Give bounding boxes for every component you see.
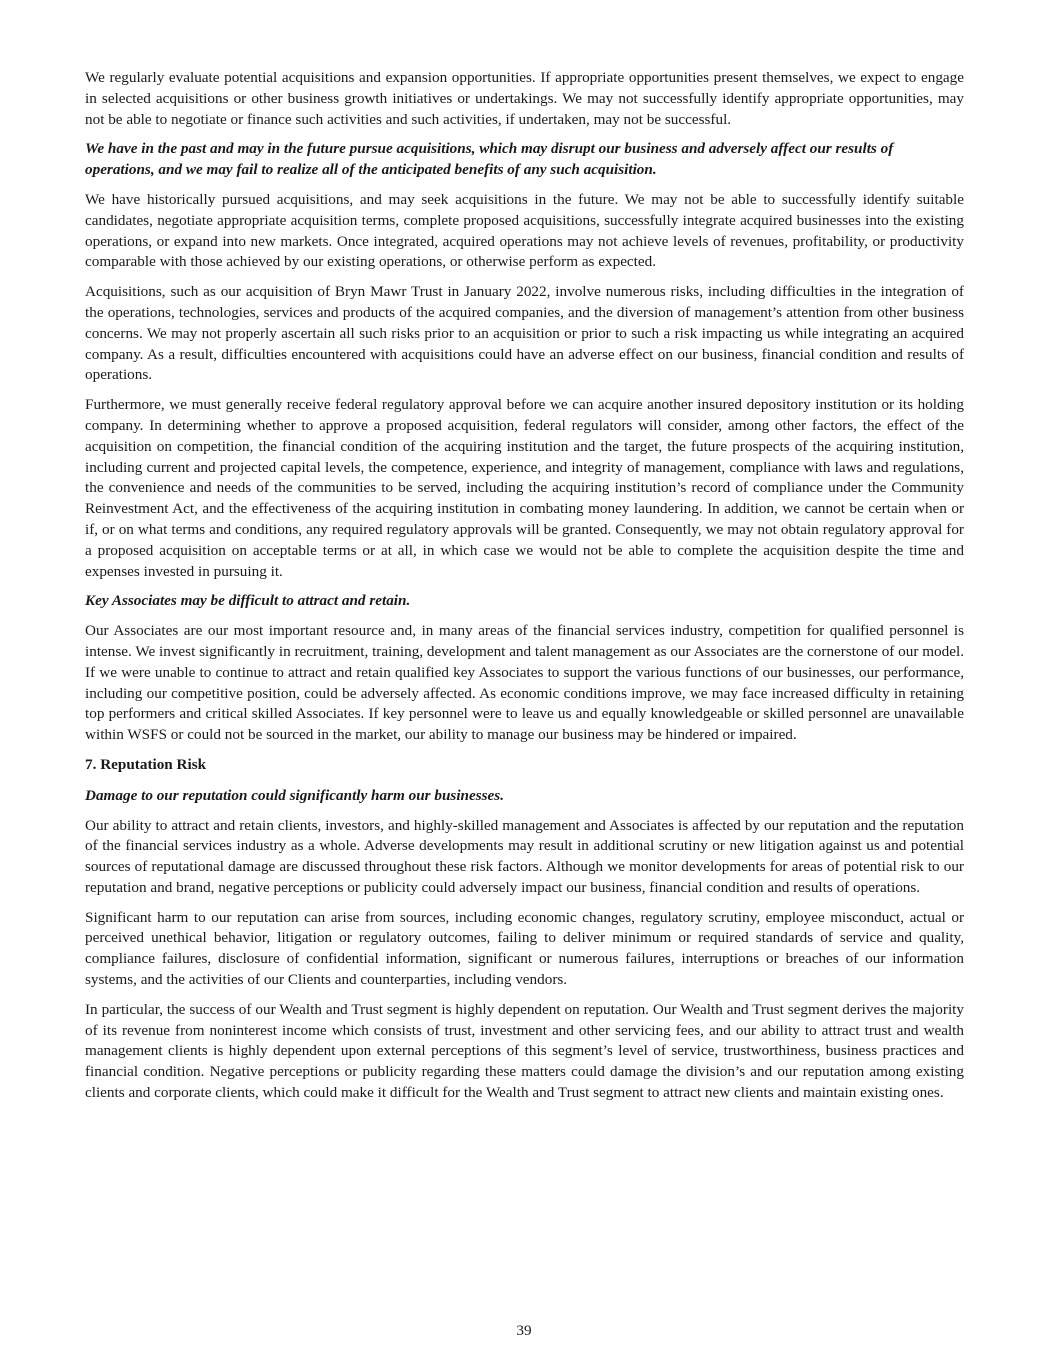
body-paragraph-bryn-mawr-acquisition: Acquisitions, such as our acquisition of Bryn Mawr Trust in January 2022, involve numerous risks, including difficulties in the integration of the operations, technologies, services and products of the acquired companies, and the diversion of management’s attention from other business concerns. We may not properly ascertain all such risks prior to an acquisition or prior to such a risk impacting us while integrating an acquired company. As a result, difficulties encountered with acquisitions could have an adverse effect on our business, financial condition and results of operations. — [85, 283, 964, 384]
body-paragraph-reputation-clients: Our ability to attract and retain clients, investors, and highly-skilled management and Associates is affected by our reputation and the reputation of the financial services industry as a whole. Adverse developments may result in additional scrutiny or new litigation against us and potential sources of reputational damage are discussed throughout these risk factors. Although we monitor developments for areas of potential risk to our reputation and brand, negative perceptions or publicity could adversely impact our business, financial condition and results of operations. — [85, 816, 964, 896]
document-page — [85, 68, 964, 1113]
body-paragraph-acquisition-opportunities: We regularly evaluate potential acquisitions and expansion opportunities. If appropriate opportunities present themselves, we expect to engage in selected acquisitions or other business growth initiatives or undertakings. We may not successfully identify appropriate opportunities, may not be able to negotiate or finance such activities and such activities, if undertaken, may not be successful. — [85, 69, 964, 128]
risk-heading-key-associates: Key Associates may be difficult to attract and retain. — [85, 592, 411, 610]
risk-heading-reputation-damage: Damage to our reputation could significantly harm our businesses. — [85, 786, 504, 804]
page-number: 39 — [516, 1322, 532, 1339]
section-heading-reputation-risk: 7. Reputation Risk — [85, 755, 207, 773]
body-paragraph-wealth-trust-segment: In particular, the success of our Wealth and Trust segment is highly dependent on reputation. Our Wealth and Trust segment derives the majority of its revenue from noninterest income which consists of trust, investment and other servicing fees, and our ability to attract trust and wealth management clients is highly dependent upon external perceptions of this segment’s level of service, trustworthiness, business practices and financial condition. Negative perceptions or publicity regarding these matters could damage the division’s and our reputation among existing clients and corporate clients, which could make it difficult for the Wealth and Trust segment to attract new clients and maintain existing ones. — [85, 1000, 964, 1102]
body-paragraph-historical-acquisitions: We have historically pursued acquisitions, and may seek acquisitions in the future. We may not be able to successfully identify suitable candidates, negotiate appropriate acquisition terms, complete proposed acquisitions, successfully integrate acquired businesses into the existing operations, or expand into new markets. Once integrated, acquired operations may not achieve levels of revenues, profitability, or productivity comparable with those achieved by our existing operations, or otherwise perform as expected. — [85, 190, 964, 271]
body-paragraph-regulatory-approval: Furthermore, we must generally receive federal regulatory approval before we can acquire another insured depository institution or its holding company. In determining whether to approve a proposed acquisition, federal regulators will consider, among other factors, the effect of the acquisition on competition, the financial condition of the acquiring institution and the target, the future prospects of the acquiring institution, including current and projected capital levels, the competence, experience, and integrity of management, compliance with laws and regulations, the convenience and needs of the communities to be served, including the acquiring institution’s record of compliance under the Community Reinvestment Act, and the effectiveness of the acquiring institution in combating money laundering. In addition, we cannot be certain when or if, or on what terms and conditions, any required regulatory approvals will be granted. Consequently, we may not obtain regulatory approval for a proposed acquisition on acceptable terms or at all, in which case we would not be able to complete the acquisition despite the time and expenses invested in pursuing it. — [85, 396, 964, 580]
risk-heading-acquisitions: We have in the past and may in the future pursue acquisitions, which may disrupt our business and adversely affect our results of operations, and we may fail to realize all of the anticipated benefits of any such acquisition. — [85, 140, 894, 179]
body-paragraph-associates: Our Associates are our most important resource and, in many areas of the financial services industry, competition for qualified personnel is intense. We invest significantly in recruitment, training, development and talent management as our Associates are the cornerstone of our model. If we were unable to continue to attract and retain qualified key Associates to support the various functions of our businesses, our performance, including our competitive position, could be adversely affected. As economic conditions improve, we may face increased difficulty in retaining top performers and critical skilled Associates. If key personnel were to leave us and equally knowledgeable or skilled personnel are unavailable within WSFS or could not be sourced in the market, our ability to manage our business may be hindered or impaired. — [85, 622, 964, 744]
body-paragraph-reputation-harm-sources: Significant harm to our reputation can arise from sources, including economic changes, regulatory scrutiny, employee misconduct, actual or perceived unethical behavior, litigation or regulatory outcomes, failing to deliver minimum or required standards of service and quality, compliance failures, disclosure of confidential information, significant or numerous failures, interruptions or breaches of our information systems, and the activities of our Clients and counterparties, including vendors. — [85, 908, 964, 989]
